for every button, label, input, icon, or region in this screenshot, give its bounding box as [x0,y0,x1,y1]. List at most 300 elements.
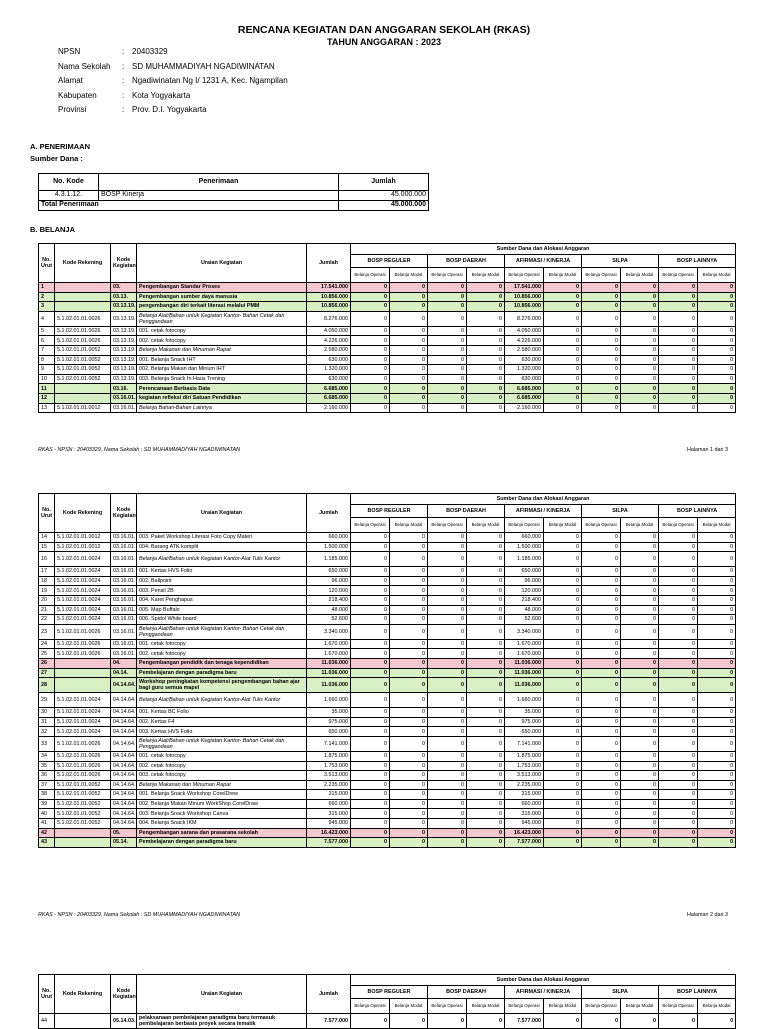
cell-jumlah: 10.856.000 [307,302,351,312]
cell-alokasi: 0 [698,708,736,718]
cell-alokasi: 17.541.000 [505,283,544,293]
cell-alokasi: 0 [582,649,621,659]
cell-alokasi: 0 [544,624,582,639]
cell-jumlah: 7.577.000 [307,1014,351,1029]
cell-alokasi: 0 [621,771,659,781]
cell-kode-kegiatan: 03.13.19. [111,365,137,375]
cell-jumlah: 4.226.000 [307,336,351,346]
cell-alokasi: 0 [698,595,736,605]
cell-kode-kegiatan: 04.14.64. [111,708,137,718]
cell-alokasi: 0 [467,668,505,678]
cell-kode-rekening: 5.1.02.01.01.0052 [55,780,111,790]
cell-kode-kegiatan: 03.16.01. [111,567,137,577]
cell-kode-kegiatan: 04.14.64. [111,761,137,771]
header-uraian: Uraian Kegiatan [137,975,307,1014]
cell-alokasi: 0 [621,751,659,761]
cell-alokasi: 0 [351,542,390,552]
cell-kode-kegiatan: 03.16.01. [111,403,137,413]
cell-alokasi: 0 [698,292,736,302]
cell-no: 43 [39,838,55,848]
cell-alokasi: 0 [467,678,505,693]
cell-alokasi: 0 [659,668,698,678]
cell-alokasi: 0 [544,345,582,355]
cell-alokasi: 0 [698,828,736,838]
cell-alokasi: 0 [467,708,505,718]
cell-alokasi: 0 [621,799,659,809]
table-row [39,649,736,659]
info-value: 20403329 [132,47,168,56]
cell-alokasi: 0 [390,1014,428,1029]
cell-alokasi: 0 [659,365,698,375]
cell-alokasi: 0 [351,668,390,678]
cell-alokasi: 0 [621,365,659,375]
cell-uraian: Pembelajaran dengan paradigma baru [137,668,307,678]
cell-jumlah: 1.500.000 [307,542,351,552]
cell-alokasi: 0 [351,727,390,737]
cell-alokasi: 0 [428,345,467,355]
cell-uraian: 003. cetak fotocopy [137,771,307,781]
cell-alokasi: 0 [544,649,582,659]
cell-alokasi: 0 [428,326,467,336]
cell-alokasi: 0 [390,658,428,668]
cell-uraian: pelaksanaan pembelajaran paradigma baru termasuk pembelajaran berbasis proyek secara tematik [137,1014,307,1029]
cell-uraian: Belanja Alat/Bahan untuk Kegiatan Kantor- Bahan Cetak dan Penggandaan [137,311,307,326]
cell-kode-kegiatan: 04.14.64. [111,780,137,790]
cell-alokasi: 0 [428,780,467,790]
cell-uraian: Belanja Makanan dan Minuman Rapat [137,345,307,355]
cell-alokasi: 0 [544,292,582,302]
cell-kode-rekening: 5.1.02.01.01.0052 [55,799,111,809]
cell-alokasi: 0 [659,771,698,781]
table-row [39,751,736,761]
cell-alokasi: 0 [467,605,505,615]
info-colon: : [122,61,125,71]
table-row [39,790,736,800]
cell-alokasi: 0 [428,595,467,605]
header-kode-kegiatan: Kode Kegiatan [111,975,137,1014]
cell-alokasi: 0 [621,838,659,848]
cell-alokasi: 0 [390,326,428,336]
cell-alokasi: 0 [351,311,390,326]
cell-kode-kegiatan: 04.14.64. [111,678,137,693]
table-row [39,615,736,625]
cell-uraian: pengembangan diri terkait literasi melalui PMM [137,302,307,312]
cell-alokasi: 0 [659,708,698,718]
cell-jumlah: 17.541.000 [307,283,351,293]
cell-kode-rekening: 5.1.02.01.01.0052 [55,374,111,384]
cell-no: 35 [39,761,55,771]
belanja-table-page-1 [38,243,736,413]
cell-alokasi: 0 [621,819,659,829]
header-belanja-operasi: Belanja Operasi [428,999,467,1014]
cell-alokasi: 0 [351,302,390,312]
cell-alokasi: 0 [467,790,505,800]
cell-alokasi: 0 [428,790,467,800]
cell-kode-rekening: 5.1.02.01.01.0024 [55,727,111,737]
cell-jumlah: 35.000 [307,708,351,718]
cell-kode-rekening [55,838,111,848]
cell-kode-rekening: 5.1.02.01.01.0024 [55,693,111,708]
cell-alokasi: 0 [659,374,698,384]
cell-alokasi: 0 [582,345,621,355]
cell-alokasi: 0 [698,393,736,403]
cell-alokasi: 0 [428,567,467,577]
cell-alokasi: 0 [351,365,390,375]
cell-jumlah: 630.000 [307,355,351,365]
cell-jumlah: 2.580.000 [307,345,351,355]
cell-alokasi: 0 [428,393,467,403]
cell-uraian: 001. Kertas BC Folio [137,708,307,718]
cell-alokasi: 0 [544,605,582,615]
cell-alokasi: 0 [390,292,428,302]
cell-alokasi: 0 [467,374,505,384]
table-row [39,1014,736,1029]
cell-alokasi: 0 [621,736,659,751]
cell-uraian: Pengembangan sumber daya manusia [137,292,307,302]
header-belanja-operasi: Belanja Operasi [428,268,467,283]
cell-alokasi: 0 [544,771,582,781]
cell-alokasi: 0 [428,605,467,615]
cell-no: 37 [39,780,55,790]
cell-no: 20 [39,595,55,605]
cell-no: 8 [39,355,55,365]
cell-alokasi: 0 [390,605,428,615]
cell-uraian: 002. cetak fotocopy [137,649,307,659]
info-row [58,105,288,120]
cell-alokasi: 0 [390,809,428,819]
cell-kode-kegiatan: 03.13.19. [111,302,137,312]
cell-alokasi: 0 [582,576,621,586]
cell-kode-rekening: 5.1.02.01.01.0052 [55,809,111,819]
cell-alokasi: 7.577.000 [505,1014,544,1029]
cell-alokasi: 0 [351,605,390,615]
cell-no: 32 [39,727,55,737]
table-row [39,668,736,678]
table-row [39,595,736,605]
cell-alokasi: 0 [659,649,698,659]
cell-alokasi: 0 [351,771,390,781]
cell-alokasi: 11.036.000 [505,658,544,668]
cell-no: 19 [39,586,55,596]
header-belanja-modal: Belanja Modal [698,268,736,283]
cell-jumlah: 2.160.000 [307,403,351,413]
table-row [39,605,736,615]
cell-alokasi: 0 [428,336,467,346]
cell-alokasi: 0 [351,678,390,693]
header-belanja-operasi: Belanja Operasi [428,518,467,533]
cell-kode-kegiatan: 03.16.01. [111,533,137,543]
header-fund-group: BOSP LAINNYA [659,505,736,518]
cell-alokasi: 0 [428,771,467,781]
cell-no: 31 [39,717,55,727]
cell-kode-kegiatan: 03.16.01. [111,542,137,552]
cell-jumlah: 3.340.000 [307,624,351,639]
cell-alokasi: 0 [698,615,736,625]
cell-alokasi: 0 [621,717,659,727]
cell-kode-kegiatan: 03.13.19. [111,345,137,355]
cell-alokasi: 0 [698,605,736,615]
info-value: Prov. D.I. Yogyakarta [132,105,207,114]
header-belanja-modal: Belanja Modal [390,268,428,283]
header-belanja-modal: Belanja Modal [621,518,659,533]
cell-alokasi: 0 [621,355,659,365]
table-row [39,374,736,384]
cell-alokasi: 0 [467,658,505,668]
table-row [39,292,736,302]
cell-alokasi: 0 [659,790,698,800]
cell-alokasi: 0 [428,658,467,668]
cell-alokasi: 1.320.000 [505,365,544,375]
table-row [39,586,736,596]
cell-alokasi: 0 [467,615,505,625]
cell-jumlah: 10.856.000 [307,292,351,302]
document-subtitle: TAHUN ANGGARAN : 2023 [326,37,441,47]
cell-alokasi: 0 [428,639,467,649]
header-no-urut: No. Urut [39,244,55,283]
cell-alokasi: 0 [544,736,582,751]
cell-alokasi: 0 [544,838,582,848]
cell-no: 13 [39,403,55,413]
cell-kode-kegiatan: 04.14.64. [111,819,137,829]
cell-no: 22 [39,615,55,625]
cell-alokasi: 0 [544,403,582,413]
cell-alokasi: 0 [390,595,428,605]
header-belanja-operasi: Belanja Operasi [659,518,698,533]
cell-alokasi: 0 [390,311,428,326]
table-row [39,678,736,693]
cell-alokasi: 0 [582,326,621,336]
header-fund-group: BOSP REGULER [351,986,428,999]
cell-alokasi: 650.000 [505,567,544,577]
cell-alokasi: 11.036.000 [505,678,544,693]
table-row [39,302,736,312]
cell-alokasi: 0 [659,838,698,848]
cell-jumlah: 45.000.000 [339,191,429,201]
cell-alokasi: 0 [621,403,659,413]
cell-alokasi: 0 [467,809,505,819]
header-jumlah: Jumlah [307,244,351,283]
cell-alokasi: 0 [582,365,621,375]
cell-no: 40 [39,809,55,819]
cell-uraian: Belanja Makanan dan Minuman Rapat [137,780,307,790]
cell-alokasi: 0 [544,384,582,394]
cell-alokasi: 0 [659,355,698,365]
cell-alokasi: 0 [659,1014,698,1029]
cell-alokasi: 0 [698,384,736,394]
cell-alokasi: 10.856.000 [505,302,544,312]
cell-alokasi: 0 [467,355,505,365]
cell-alokasi: 0 [582,567,621,577]
cell-alokasi: 0 [351,838,390,848]
cell-alokasi: 1.500.000 [505,542,544,552]
cell-jumlah: 11.036.000 [307,658,351,668]
cell-kode-rekening: 5.1.02.01.01.0026 [55,761,111,771]
cell-alokasi: 0 [351,717,390,727]
cell-alokasi: 0 [698,533,736,543]
cell-alokasi: 0 [467,311,505,326]
cell-alokasi: 0 [659,336,698,346]
cell-alokasi: 0 [467,649,505,659]
cell-kode-rekening: 5.1.02.01.01.0026 [55,751,111,761]
cell-alokasi: 0 [351,761,390,771]
header-belanja-modal: Belanja Modal [390,518,428,533]
table-row [39,283,736,293]
cell-jumlah: 7.577.000 [307,838,351,848]
cell-alokasi: 0 [621,761,659,771]
cell-kode-rekening: 5.1.02.01.01.0026 [55,336,111,346]
cell-alokasi: 0 [659,552,698,567]
cell-alokasi: 1.670.000 [505,639,544,649]
cell-alokasi: 0 [621,345,659,355]
cell-alokasi: 0 [390,567,428,577]
cell-alokasi: 0 [390,586,428,596]
cell-alokasi: 0 [698,658,736,668]
cell-kode-rekening: 5.1.02.01.01.0012 [55,403,111,413]
cell-alokasi: 0 [659,533,698,543]
cell-jumlah: 52.600 [307,615,351,625]
cell-alokasi: 0 [621,624,659,639]
cell-jumlah: 4.050.000 [307,326,351,336]
cell-alokasi: 0 [390,799,428,809]
cell-alokasi: 0 [659,639,698,649]
cell-alokasi: 2.235.000 [505,780,544,790]
cell-alokasi: 0 [621,283,659,293]
cell-no: 24 [39,639,55,649]
cell-alokasi: 2.580.000 [505,345,544,355]
cell-uraian: Perencanaan Berbasis Data [137,384,307,394]
cell-alokasi: 0 [467,819,505,829]
table-row [39,576,736,586]
cell-alokasi: 0 [351,374,390,384]
table-row [39,819,736,829]
table-row [39,717,736,727]
cell-no: 6 [39,336,55,346]
cell-uraian: Pengembangan sarana dan prasarana sekolah [137,828,307,838]
cell-alokasi: 0 [390,336,428,346]
cell-alokasi: 3.513.000 [505,771,544,781]
cell-alokasi: 0 [698,819,736,829]
cell-alokasi: 0 [351,533,390,543]
cell-no: 25 [39,649,55,659]
cell-alokasi: 0 [621,393,659,403]
cell-alokasi: 0 [351,828,390,838]
cell-alokasi: 0 [428,302,467,312]
table-row [39,567,736,577]
cell-alokasi: 0 [544,365,582,375]
cell-jumlah: 650.000 [307,727,351,737]
info-label: Alamat [58,76,83,85]
cell-alokasi: 0 [582,736,621,751]
cell-alokasi: 0 [544,336,582,346]
cell-kode-kegiatan: 03.13. [111,292,137,302]
table-row [39,311,736,326]
cell-alokasi: 0 [582,542,621,552]
cell-alokasi: 0 [659,586,698,596]
cell-alokasi: 0 [428,615,467,625]
cell-uraian: 001. cetak fotocopy [137,326,307,336]
cell-alokasi: 315.000 [505,790,544,800]
cell-alokasi: 0 [390,736,428,751]
info-row [58,47,288,62]
cell-alokasi: 0 [621,292,659,302]
cell-alokasi: 0 [544,727,582,737]
cell-alokasi: 0 [698,576,736,586]
cell-jumlah: 1.875.000 [307,751,351,761]
cell-alokasi: 0 [467,799,505,809]
cell-alokasi: 0 [390,751,428,761]
cell-alokasi: 0 [582,828,621,838]
table-row [39,761,736,771]
header-belanja-operasi: Belanja Operasi [505,518,544,533]
cell-alokasi: 3.340.000 [505,624,544,639]
cell-alokasi: 1.660.000 [505,693,544,708]
cell-alokasi: 0 [621,552,659,567]
cell-alokasi: 0 [621,586,659,596]
cell-alokasi: 0 [351,780,390,790]
cell-no: 30 [39,708,55,718]
cell-alokasi: 0 [698,736,736,751]
table-row [39,838,736,848]
cell-alokasi: 0 [428,384,467,394]
cell-alokasi: 0 [428,365,467,375]
cell-alokasi: 0 [698,649,736,659]
cell-alokasi: 0 [698,403,736,413]
cell-alokasi: 0 [428,1014,467,1029]
cell-alokasi: 0 [582,605,621,615]
cell-alokasi: 0 [351,595,390,605]
cell-alokasi: 0 [621,533,659,543]
cell-alokasi: 7.141.000 [505,736,544,751]
cell-kode-rekening [55,302,111,312]
cell-alokasi: 0 [544,780,582,790]
cell-uraian: 004. Belanja Snack IKM [137,819,307,829]
cell-uraian: Pembelajaran dengan paradigma baru [137,838,307,848]
header-belanja-modal: Belanja Modal [698,518,736,533]
page-footer: RKAS - NPSN : 20403329, Nama Sekolah : SD MUHAMMADIYAH NGADIWINATAN [38,912,241,918]
cell-alokasi: 0 [351,567,390,577]
table-row [39,403,736,413]
cell-alokasi: 0 [467,586,505,596]
cell-alokasi: 0 [659,717,698,727]
cell-alokasi: 0 [698,678,736,693]
cell-alokasi: 0 [698,624,736,639]
cell-alokasi: 0 [698,567,736,577]
cell-uraian: 002. Belanja Makan Minum WorkShop CorelDraw [137,799,307,809]
cell-alokasi: 0 [659,624,698,639]
cell-kode-rekening: 5.1.02.01.01.0024 [55,615,111,625]
cell-alokasi: 0 [351,649,390,659]
cell-alokasi: 0 [390,624,428,639]
header-fund-group: AFIRMASI / KINERJA [505,255,582,268]
cell-alokasi: 0 [467,365,505,375]
cell-alokasi: 218.400 [505,595,544,605]
header-fund-group: SILPA [582,986,659,999]
table-row [39,708,736,718]
cell-alokasi: 0 [544,311,582,326]
header-belanja-modal: Belanja Modal [621,268,659,283]
cell-no: 26 [39,658,55,668]
cell-alokasi: 0 [582,717,621,727]
cell-alokasi: 0 [428,693,467,708]
cell-alokasi: 0 [582,751,621,761]
cell-alokasi: 0 [428,828,467,838]
cell-alokasi: 0 [351,552,390,567]
cell-kode-rekening: 5.1.02.01.01.0026 [55,326,111,336]
cell-uraian: Belanja Alat/Bahan untuk Kegiatan Kantor- Bahan Cetak dan Penggandaan [137,624,307,639]
cell-kode-rekening: 5.1.02.01.01.0012 [55,542,111,552]
cell-kode-rekening: 5.1.02.01.01.0024 [55,595,111,605]
cell-alokasi: 0 [351,1014,390,1029]
